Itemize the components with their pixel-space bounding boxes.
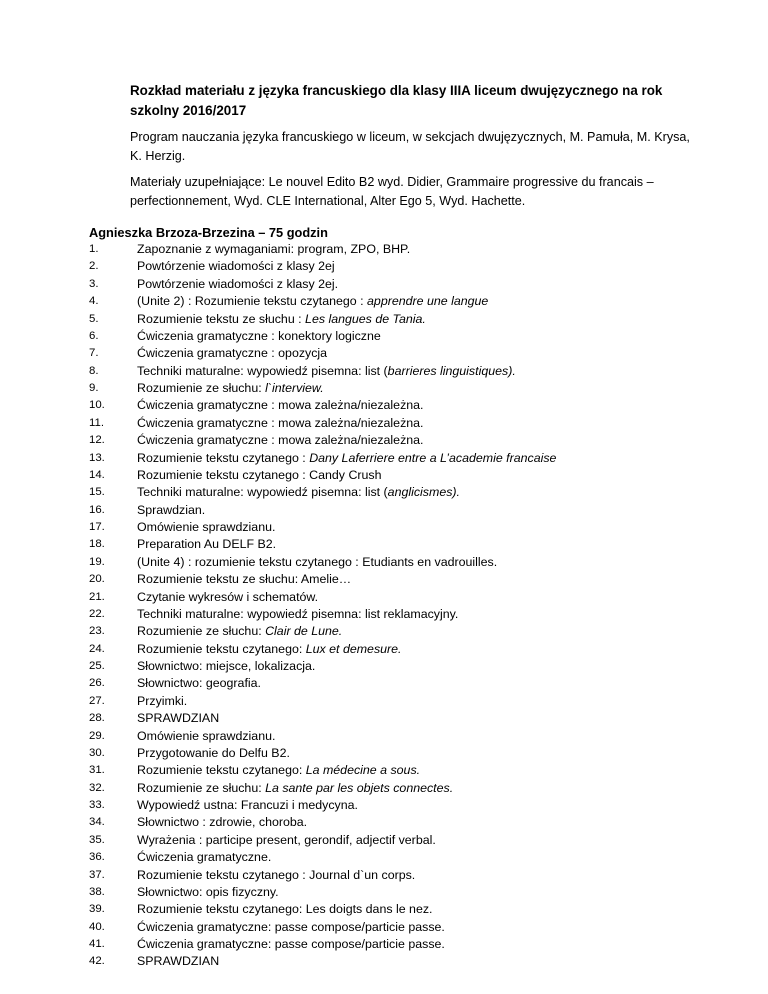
lesson-number: 13. bbox=[89, 451, 105, 464]
lesson-text-plain: Sprawdzian. bbox=[137, 502, 206, 517]
lesson-row bbox=[89, 745, 729, 762]
lesson-text bbox=[137, 258, 729, 275]
lesson-text-plain: Ćwiczenia gramatyczne : mowa zależna/niezależna. bbox=[137, 398, 424, 413]
lesson-text bbox=[137, 311, 729, 328]
lesson-text bbox=[137, 397, 729, 414]
lesson-row bbox=[89, 432, 729, 449]
lesson-number: 4. bbox=[89, 295, 99, 308]
lesson-text bbox=[137, 832, 729, 849]
lesson-text-plain: Techniki maturalne: wypowiedź pisemna: list reklamacyjny. bbox=[137, 606, 459, 621]
lesson-text bbox=[137, 363, 729, 380]
lesson-number: 1. bbox=[89, 243, 99, 255]
lesson-text bbox=[137, 623, 729, 640]
lesson-number: 2. bbox=[89, 260, 99, 273]
lesson-number: 33. bbox=[89, 799, 105, 811]
lesson-row bbox=[89, 623, 729, 640]
lesson-number: 8. bbox=[89, 364, 99, 377]
lesson-text-plain: Wypowiedź ustna: Francuzi i medycyna. bbox=[137, 798, 358, 812]
lesson-text-plain: Rozumienie tekstu ze słuchu : bbox=[137, 311, 306, 326]
lesson-row bbox=[89, 710, 729, 727]
lesson-row bbox=[89, 953, 729, 970]
lesson-text bbox=[137, 728, 729, 745]
lesson-number: 39. bbox=[89, 903, 105, 916]
lesson-number: 11. bbox=[89, 416, 104, 429]
lesson-row bbox=[89, 867, 729, 884]
lesson-text-plain: Słownictwo: opis fizyczny. bbox=[137, 884, 279, 899]
lesson-row bbox=[89, 606, 729, 623]
lesson-text-plain: Powtórzenie wiadomości z klasy 2ej bbox=[137, 259, 335, 274]
lesson-row bbox=[89, 693, 729, 710]
lesson-text-plain: SPRAWDZIAN bbox=[137, 954, 220, 969]
lesson-text-plain: Ćwiczenia gramatyczne : konektory logiczne bbox=[137, 328, 381, 343]
lesson-row bbox=[89, 311, 729, 328]
lesson-text bbox=[137, 450, 729, 467]
lesson-number: 41. bbox=[89, 938, 105, 950]
lesson-row bbox=[89, 814, 729, 831]
lesson-text-plain: Wyrażenia : participe present, gerondif, adjectif verbal. bbox=[137, 832, 436, 847]
lesson-number: 18. bbox=[89, 538, 105, 551]
lesson-text bbox=[137, 814, 729, 831]
lesson-row bbox=[89, 363, 729, 380]
lesson-row bbox=[89, 884, 729, 901]
lesson-text-plain: Rozumienie ze słuchu: bbox=[137, 624, 266, 639]
lesson-text-italic: apprendre une langue bbox=[367, 294, 489, 309]
lesson-row bbox=[89, 328, 729, 345]
lesson-number: 35. bbox=[89, 833, 105, 846]
lesson-text-plain: Rozumienie tekstu czytanego: Les doigts dans le nez. bbox=[137, 902, 433, 917]
lesson-number: 29. bbox=[89, 729, 105, 742]
lesson-number: 36. bbox=[89, 851, 105, 864]
lesson-text-plain: Rozumienie tekstu czytanego: bbox=[137, 763, 306, 778]
lesson-text-italic: Dany Laferriere entre a L’academie francaise bbox=[309, 450, 557, 465]
lesson-number: 28. bbox=[89, 712, 105, 725]
lesson-text-italic: barrieres linguistiques). bbox=[387, 363, 516, 378]
lesson-text-plain: (Unite 2) : Rozumienie tekstu czytanego : bbox=[137, 294, 368, 309]
lesson-text-plain: Powtórzenie wiadomości z klasy 2ej. bbox=[137, 276, 339, 291]
lesson-number: 5. bbox=[89, 312, 99, 325]
lesson-text bbox=[137, 849, 729, 866]
lesson-text bbox=[137, 519, 729, 536]
lesson-text-italic: l`interview. bbox=[265, 381, 324, 395]
lesson-number: 6. bbox=[89, 329, 99, 342]
lesson-text bbox=[137, 953, 729, 970]
lesson-text-plain: Ćwiczenia gramatyczne : opozycja bbox=[137, 346, 328, 361]
lesson-row bbox=[89, 728, 729, 745]
lesson-row bbox=[89, 675, 729, 692]
lesson-text bbox=[137, 380, 729, 397]
lesson-number: 22. bbox=[89, 607, 105, 620]
lesson-text-italic: La sante par les objets connectes. bbox=[265, 780, 454, 795]
lesson-text-plain: Przyimki. bbox=[137, 693, 188, 708]
lesson-row bbox=[89, 554, 729, 571]
lesson-number: 34. bbox=[89, 816, 105, 829]
lesson-text-plain: Ćwiczenia gramatyczne. bbox=[137, 850, 272, 865]
lesson-text-plain: Techniki maturalne: wypowiedź pisemna: list ( bbox=[137, 485, 388, 500]
lesson-text-plain: Omówienie sprawdzianu. bbox=[137, 728, 276, 743]
lesson-row bbox=[89, 919, 729, 936]
lesson-row bbox=[89, 658, 729, 675]
lesson-text bbox=[137, 467, 729, 484]
lesson-text bbox=[137, 762, 729, 779]
lesson-text-plain: Zapoznanie z wymaganiami: program, ZPO, BHP. bbox=[137, 242, 411, 256]
lesson-text bbox=[137, 293, 729, 310]
lesson-text bbox=[137, 936, 729, 953]
lesson-text-plain: Czytanie wykresów i schematów. bbox=[137, 589, 319, 604]
lesson-row bbox=[89, 936, 729, 953]
lesson-text bbox=[137, 675, 729, 692]
lesson-number: 40. bbox=[89, 920, 105, 933]
lesson-text-plain: Rozumienie tekstu czytanego : bbox=[137, 450, 310, 465]
lesson-row bbox=[89, 467, 729, 484]
lesson-number: 3. bbox=[89, 277, 99, 290]
lesson-text bbox=[137, 693, 729, 710]
lesson-number: 21. bbox=[89, 590, 105, 603]
lesson-row bbox=[89, 849, 729, 866]
lesson-text bbox=[137, 606, 729, 623]
lesson-row bbox=[89, 519, 729, 536]
lesson-text bbox=[137, 867, 729, 884]
lesson-text-plain: Rozumienie tekstu ze słuchu: Amelie… bbox=[137, 572, 352, 587]
lesson-row bbox=[89, 397, 729, 414]
lesson-text bbox=[137, 554, 729, 571]
lesson-text-italic: Les langues de Tania. bbox=[305, 311, 426, 326]
lesson-text-plain: Ćwiczenia gramatyczne: passe compose/particie passe. bbox=[137, 937, 445, 951]
lesson-number: 38. bbox=[89, 885, 105, 898]
lesson-number: 24. bbox=[89, 642, 105, 655]
lesson-number: 42. bbox=[89, 955, 105, 968]
lesson-text bbox=[137, 432, 729, 449]
lesson-number: 10. bbox=[89, 399, 105, 412]
lesson-text bbox=[137, 901, 729, 918]
lesson-row bbox=[89, 762, 729, 779]
lesson-text bbox=[137, 658, 729, 675]
lesson-number: 14. bbox=[89, 468, 105, 481]
lesson-number: 12. bbox=[89, 434, 105, 447]
lesson-text bbox=[137, 345, 729, 362]
lesson-text-plain: Omówienie sprawdzianu. bbox=[137, 520, 276, 534]
lesson-text-plain: Słownictwo: miejsce, lokalizacja. bbox=[137, 659, 316, 673]
lesson-text bbox=[137, 484, 729, 501]
lesson-text-plain: Ćwiczenia gramatyczne : mowa zależna/niezależna. bbox=[137, 415, 424, 430]
lesson-number: 26. bbox=[89, 677, 105, 690]
lesson-row bbox=[89, 484, 729, 501]
lesson-row bbox=[89, 780, 729, 797]
lesson-text bbox=[137, 415, 729, 432]
teacher-heading: Agnieszka Brzoza-Brzezina – 75 godzin bbox=[89, 225, 328, 240]
lesson-row bbox=[89, 241, 729, 258]
lesson-text bbox=[137, 919, 729, 936]
lesson-number: 37. bbox=[89, 868, 105, 881]
lesson-text-plain: Rozumienie tekstu czytanego : Journal d`un corps. bbox=[137, 867, 416, 882]
lesson-number: 30. bbox=[89, 746, 105, 759]
lesson-text-italic: anglicismes). bbox=[387, 485, 460, 500]
lesson-text bbox=[137, 536, 729, 553]
lesson-number: 23. bbox=[89, 625, 105, 638]
lesson-row bbox=[89, 502, 729, 519]
lesson-text-plain: SPRAWDZIAN bbox=[137, 711, 220, 726]
lesson-row bbox=[89, 345, 729, 362]
program-paragraph: Program nauczania języka francuskiego w liceum, w sekcjach dwujęzycznych, M. Pamuła, M. Krysa, K. Herzig. bbox=[130, 130, 690, 163]
lesson-number: 9. bbox=[89, 382, 99, 394]
document-title: Rozkład materiału z języka francuskiego dla klasy IIIA liceum dwujęzycznego na rok szkolny 2016/2017 bbox=[130, 83, 663, 118]
lesson-number: 15. bbox=[89, 486, 105, 499]
lesson-number: 19. bbox=[89, 555, 105, 568]
lesson-row bbox=[89, 258, 729, 275]
materials-paragraph: Materiały uzupełniające: Le nouvel Edito B2 wyd. Didier, Grammaire progressive du francais – perfectionnement, Wyd. CLE International, Alter Ego 5, Wyd. Hachette. bbox=[130, 175, 654, 208]
lesson-row bbox=[89, 832, 729, 849]
lesson-text-plain: Ćwiczenia gramatyczne : mowa zależna/niezależna. bbox=[137, 433, 424, 448]
lesson-text-plain: Ćwiczenia gramatyczne: passe compose/particie passe. bbox=[137, 919, 445, 934]
lesson-row bbox=[89, 415, 729, 432]
lesson-number: 20. bbox=[89, 573, 105, 586]
lesson-text-plain: Rozumienie ze słuchu: bbox=[137, 381, 266, 395]
lesson-text-italic: La médecine a sous. bbox=[305, 763, 421, 778]
lesson-number: 25. bbox=[89, 660, 105, 672]
lesson-text bbox=[137, 571, 729, 588]
lesson-text-plain: Rozumienie ze słuchu: bbox=[137, 780, 266, 795]
lesson-text-italic: Clair de Lune. bbox=[265, 624, 343, 639]
lesson-text bbox=[137, 745, 729, 762]
lesson-text-plain: Słownictwo: geografia. bbox=[137, 676, 261, 691]
lesson-number: 27. bbox=[89, 694, 105, 707]
lesson-text-plain: Rozumienie tekstu czytanego: bbox=[137, 641, 306, 656]
lesson-row bbox=[89, 571, 729, 588]
lesson-text-plain: Rozumienie tekstu czytanego : Candy Crush bbox=[137, 467, 382, 482]
lesson-number: 31. bbox=[89, 764, 105, 777]
lesson-list bbox=[89, 241, 729, 971]
lesson-row bbox=[89, 293, 729, 310]
lesson-text bbox=[137, 589, 729, 606]
lesson-row bbox=[89, 276, 729, 293]
lesson-row bbox=[89, 901, 729, 918]
lesson-text bbox=[137, 641, 729, 658]
lesson-row bbox=[89, 797, 729, 814]
lesson-text bbox=[137, 710, 729, 727]
lesson-text-plain: Techniki maturalne: wypowiedź pisemna: list ( bbox=[137, 363, 388, 378]
lesson-row bbox=[89, 589, 729, 606]
lesson-text bbox=[137, 780, 729, 797]
lesson-row bbox=[89, 536, 729, 553]
lesson-row bbox=[89, 641, 729, 658]
lesson-text-plain: Słownictwo : zdrowie, choroba. bbox=[137, 815, 308, 830]
lesson-number: 17. bbox=[89, 521, 105, 533]
lesson-text bbox=[137, 241, 729, 258]
lesson-row bbox=[89, 450, 729, 467]
lesson-number: 32. bbox=[89, 781, 105, 794]
lesson-text bbox=[137, 797, 729, 814]
lesson-text-plain: (Unite 4) : rozumienie tekstu czytanego : Etudiants en vadrouilles. bbox=[137, 554, 498, 569]
lesson-text-italic: Lux et demesure. bbox=[305, 641, 402, 656]
lesson-number: 16. bbox=[89, 503, 105, 516]
lesson-text-plain: Preparation Au DELF B2. bbox=[137, 537, 277, 552]
lesson-text bbox=[137, 276, 729, 293]
lesson-number: 7. bbox=[89, 347, 99, 360]
lesson-text bbox=[137, 502, 729, 519]
lesson-text-plain: Przygotowanie do Delfu B2. bbox=[137, 745, 290, 760]
lesson-text bbox=[137, 884, 729, 901]
lesson-text bbox=[137, 328, 729, 345]
lesson-row bbox=[89, 380, 729, 397]
